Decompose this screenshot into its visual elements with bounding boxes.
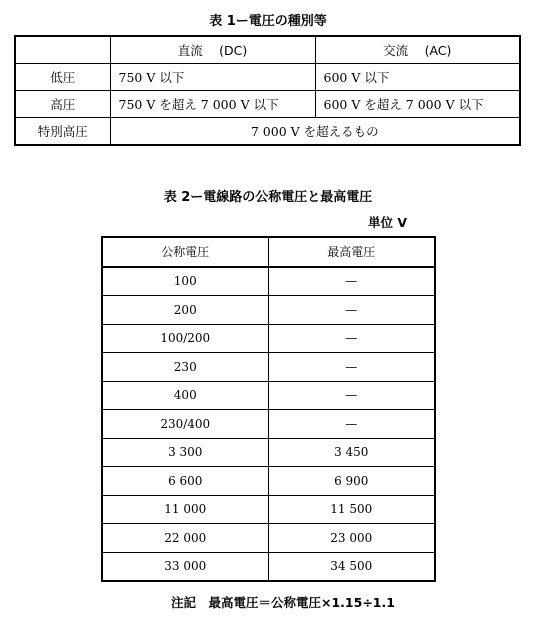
- table-cell-merged: 7 000 V を超えるもの: [110, 118, 520, 146]
- table-header-row: [102, 237, 435, 267]
- table-cell-dc: 750 V を超え 7 000 V 以下: [110, 91, 315, 118]
- table-header-ac: 交流 (AC): [315, 36, 520, 64]
- table-cell-max: 6 900: [268, 467, 435, 496]
- table-cell-nominal: 33 000: [102, 552, 268, 581]
- table-cell-max: 11 500: [268, 495, 435, 524]
- table-header-dc: 直流 (DC): [110, 36, 315, 64]
- unit-label: 単位 V: [368, 215, 408, 230]
- table-cell-ac: 600 V 以下: [315, 64, 520, 91]
- table-row: [102, 438, 435, 467]
- table-row: [102, 296, 435, 325]
- table-cell-nominal: 230/400: [102, 410, 268, 439]
- table-cell-max: 3 450: [268, 438, 435, 467]
- nominal-max-voltage-table: [101, 236, 436, 582]
- table-cell-max: —: [268, 353, 435, 382]
- table-row: [102, 524, 435, 553]
- table-header-nominal-voltage: 公称電圧: [102, 237, 268, 267]
- table-row: [102, 324, 435, 353]
- row-label-low-voltage: 低圧: [15, 64, 110, 91]
- table-row: [102, 267, 435, 296]
- table-row: [15, 64, 520, 91]
- table-header-row: [15, 36, 520, 64]
- table-cell-nominal: 100: [102, 267, 268, 296]
- table-header-max-voltage: 最高電圧: [268, 237, 435, 267]
- table1-caption: 表 1ー電圧の種別等: [209, 14, 327, 29]
- table-row: [15, 91, 520, 118]
- table-row: [102, 552, 435, 581]
- table-cell-max: 34 500: [268, 552, 435, 581]
- table-cell-nominal: 200: [102, 296, 268, 325]
- table-row: [102, 467, 435, 496]
- table2-caption: 表 2ー電線路の公称電圧と最高電圧: [163, 190, 373, 205]
- table-cell-nominal: 3 300: [102, 438, 268, 467]
- table-row: [102, 495, 435, 524]
- row-label-extra-high-voltage: 特別高圧: [15, 118, 110, 146]
- table-cell-dc: 750 V 以下: [110, 64, 315, 91]
- table-row: [102, 353, 435, 382]
- table-row: [102, 381, 435, 410]
- table-cell-max: —: [268, 296, 435, 325]
- table-cell-nominal: 11 000: [102, 495, 268, 524]
- row-label-high-voltage: 高圧: [15, 91, 110, 118]
- formula-note: 注記 最高電圧＝公称電圧×1.15÷1.1: [171, 595, 395, 610]
- table-cell-nominal: 100/200: [102, 324, 268, 353]
- table-cell-max: —: [268, 410, 435, 439]
- table-cell-nominal: 6 600: [102, 467, 268, 496]
- table-cell-nominal: 400: [102, 381, 268, 410]
- table-row: [15, 118, 520, 146]
- table-cell-max: —: [268, 381, 435, 410]
- table-cell-max: 23 000: [268, 524, 435, 553]
- table-cell-max: —: [268, 324, 435, 353]
- voltage-classification-table: [14, 35, 521, 146]
- table-cell-nominal: 230: [102, 353, 268, 382]
- table-cell-max: —: [268, 267, 435, 296]
- table-cell-ac: 600 V を超え 7 000 V 以下: [315, 91, 520, 118]
- table-row: [102, 410, 435, 439]
- table-header-cell: [15, 36, 110, 64]
- table-cell-nominal: 22 000: [102, 524, 268, 553]
